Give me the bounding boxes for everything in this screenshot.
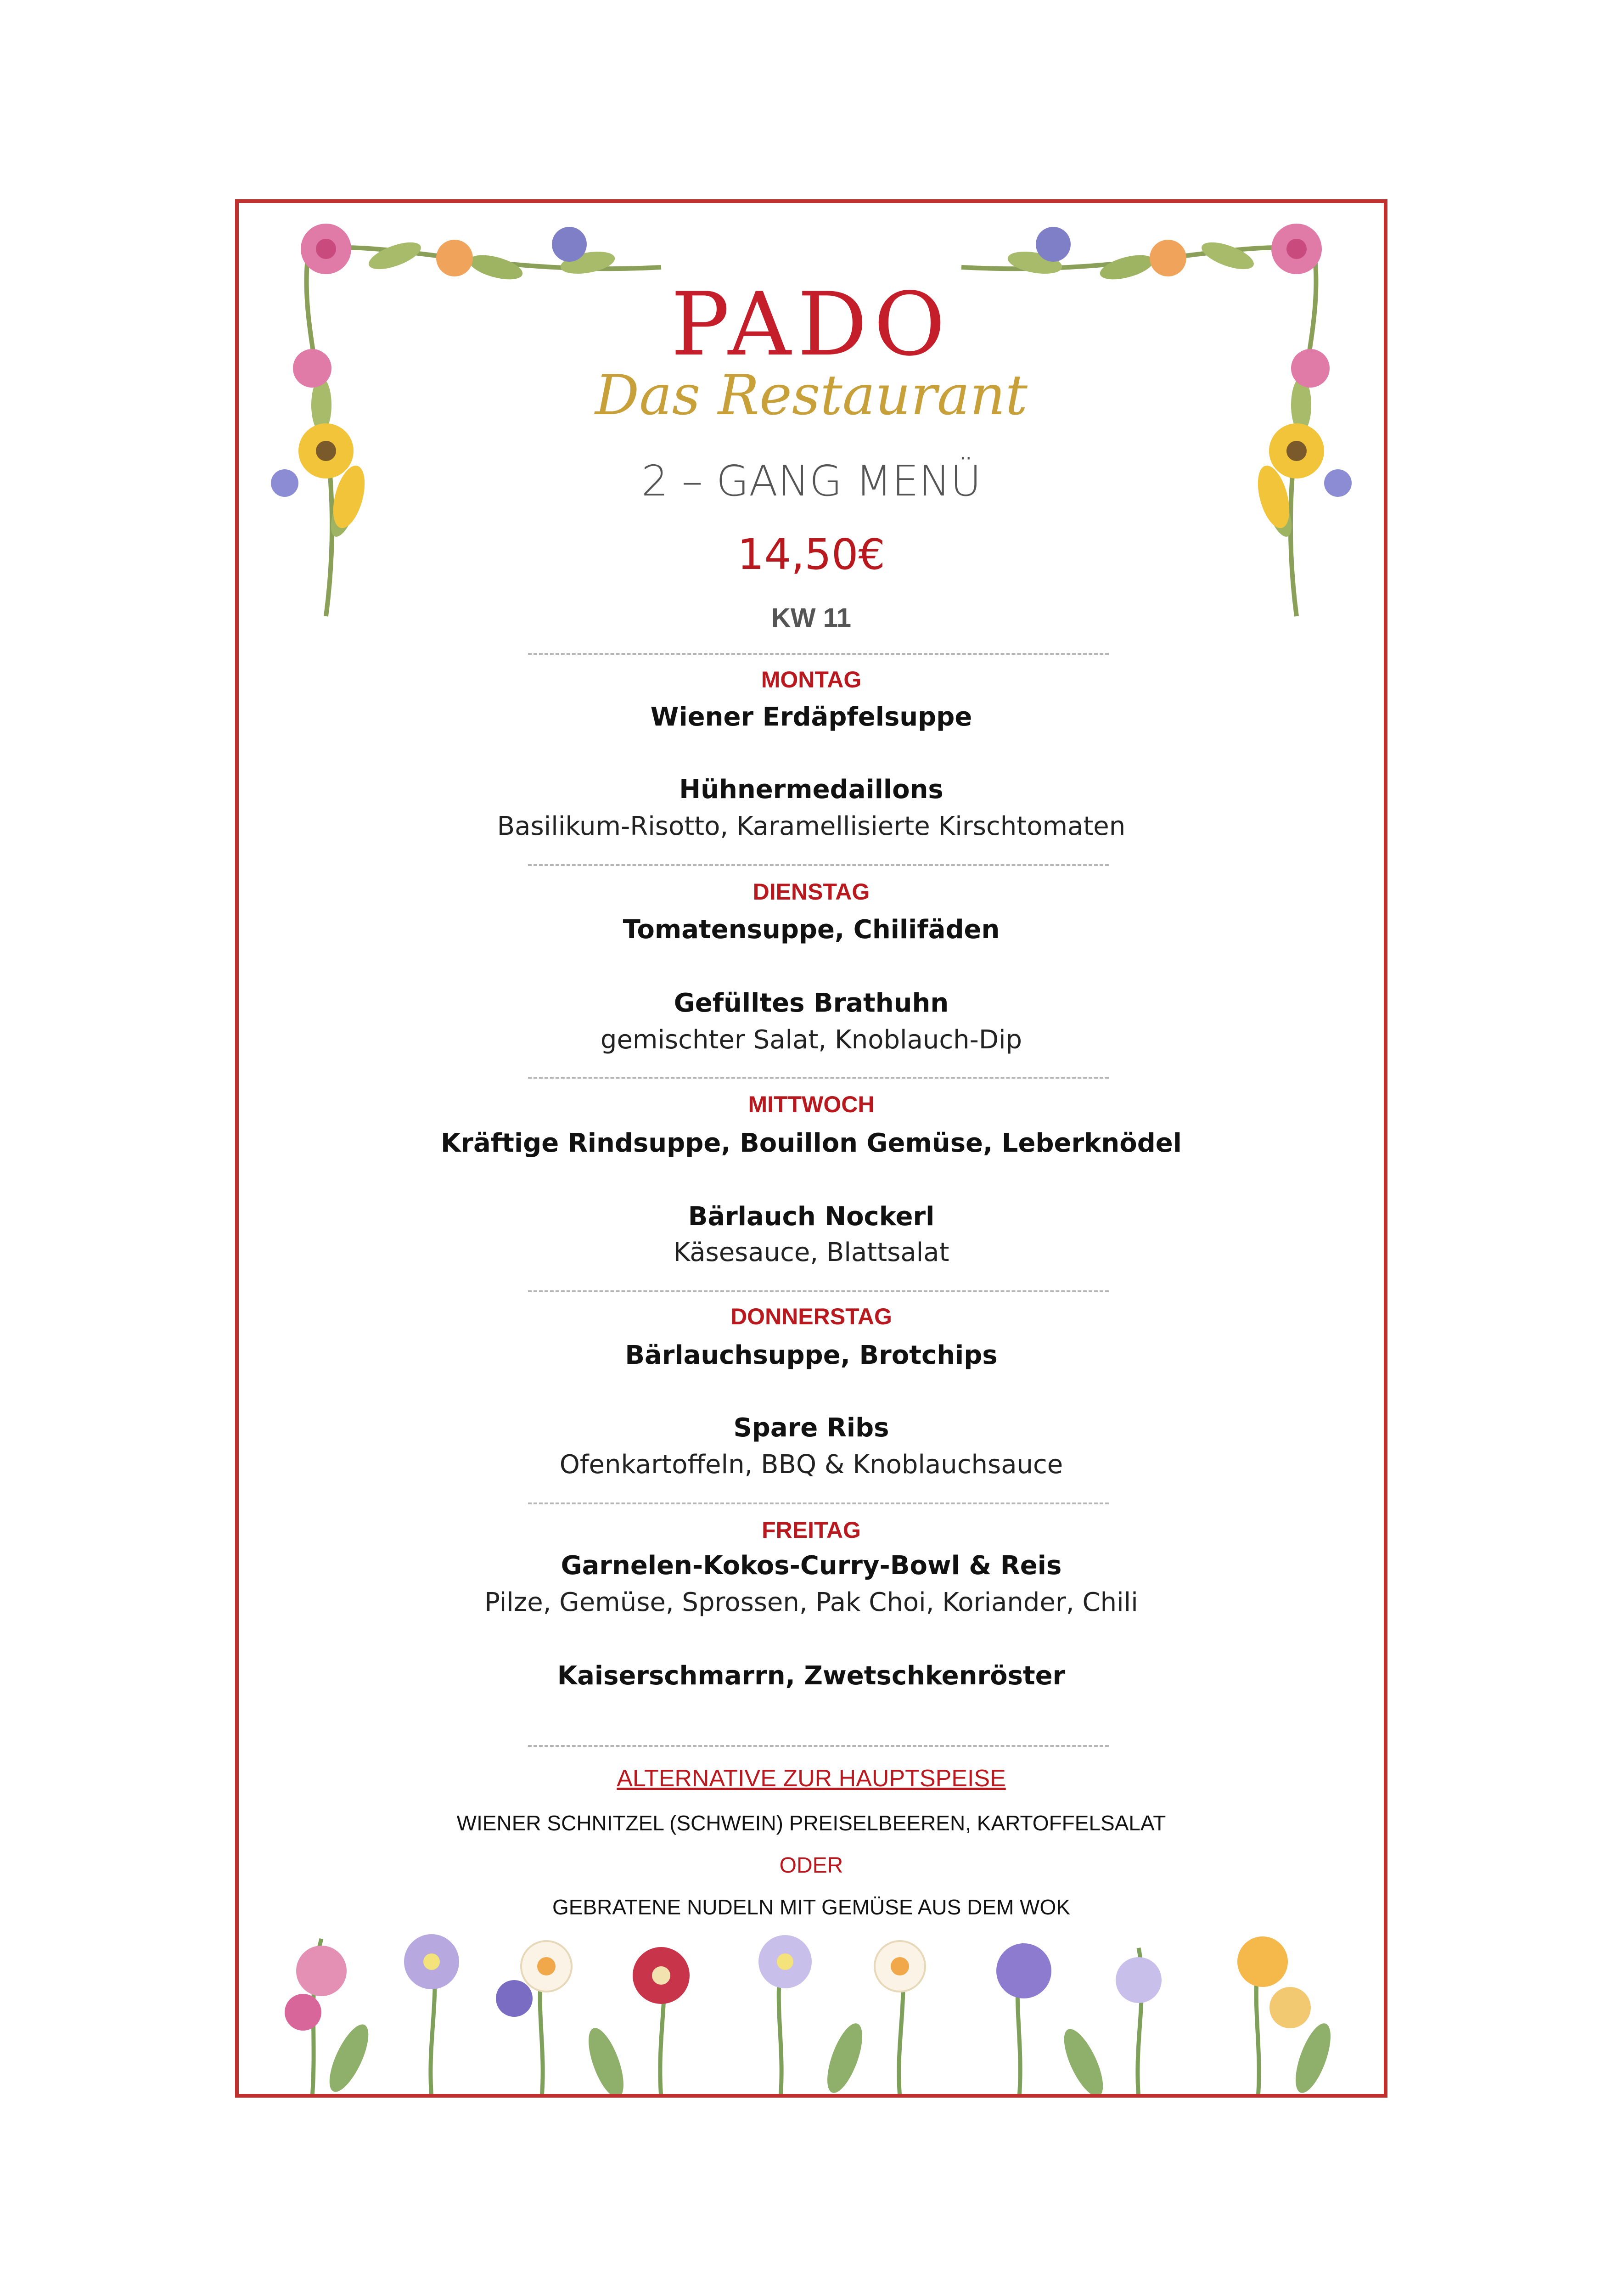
menu-title: 2 – GANG MENÜ [641,456,982,506]
alternative-heading: ALTERNATIVE ZUR HAUPTSPEISE [617,1765,1006,1792]
starter-montag: Wiener Erdäpfelsuppe [650,702,972,732]
main-sides-montag: Basilikum-Risotto, Karamellisierte Kirschtomaten [497,811,1126,841]
day-heading-freitag: FREITAG [762,1517,861,1543]
main-sides-donnerstag: Ofenkartoffeln, BBQ & Knoblauchsauce [559,1450,1063,1480]
calendar-week: KW 11 [771,603,852,633]
divider [528,1290,1109,1292]
brand-name: PADO [671,274,952,375]
menu-frame [235,199,1387,2098]
alternative-or: ODER [779,1853,843,1878]
divider [528,1077,1109,1079]
starter-donnerstag: Bärlauchsuppe, Brotchips [625,1340,998,1370]
day-heading-montag: MONTAG [761,667,862,692]
day-heading-mittwoch: MITTWOCH [748,1092,875,1117]
main-sides-mittwoch: Käsesauce, Blattsalat [673,1238,949,1267]
day-heading-dienstag: DIENSTAG [753,879,870,905]
brand-subtitle: Das Restaurant [595,364,1028,428]
day-heading-donnerstag: DONNERSTAG [730,1304,892,1329]
main-mittwoch: Bärlauch Nockerl [688,1202,935,1232]
main-donnerstag: Spare Ribs [733,1413,889,1443]
menu-price: 14,50€ [737,530,885,579]
starter-mittwoch: Kräftige Rindsuppe, Bouillon Gemüse, Leberknödel [441,1128,1182,1158]
starter-dienstag: Tomatensuppe, Chilifäden [623,915,1000,945]
main-montag: Hühnermedaillons [679,775,943,805]
divider [528,1745,1109,1747]
divider [528,1503,1109,1504]
divider [528,653,1109,655]
alternative-option-1: WIENER SCHNITZEL (SCHWEIN) PREISELBEEREN, KARTOFFELSALAT [456,1811,1166,1835]
main-sides-freitag: Pilze, Gemüse, Sprossen, Pak Choi, Koriander, Chili [484,1587,1138,1617]
main-dienstag: Gefülltes Brathuhn [674,988,949,1018]
divider [528,864,1109,866]
wildflower-border-bottom [257,1920,1365,2098]
dessert-freitag: Kaiserschmarrn, Zwetschkenröster [557,1661,1066,1691]
main-freitag: Garnelen-Kokos-Curry-Bowl & Reis [561,1551,1062,1581]
main-sides-dienstag: gemischter Salat, Knoblauch-Dip [600,1025,1022,1055]
alternative-option-2: GEBRATENE NUDELN MIT GEMÜSE AUS DEM WOK [552,1895,1070,1919]
